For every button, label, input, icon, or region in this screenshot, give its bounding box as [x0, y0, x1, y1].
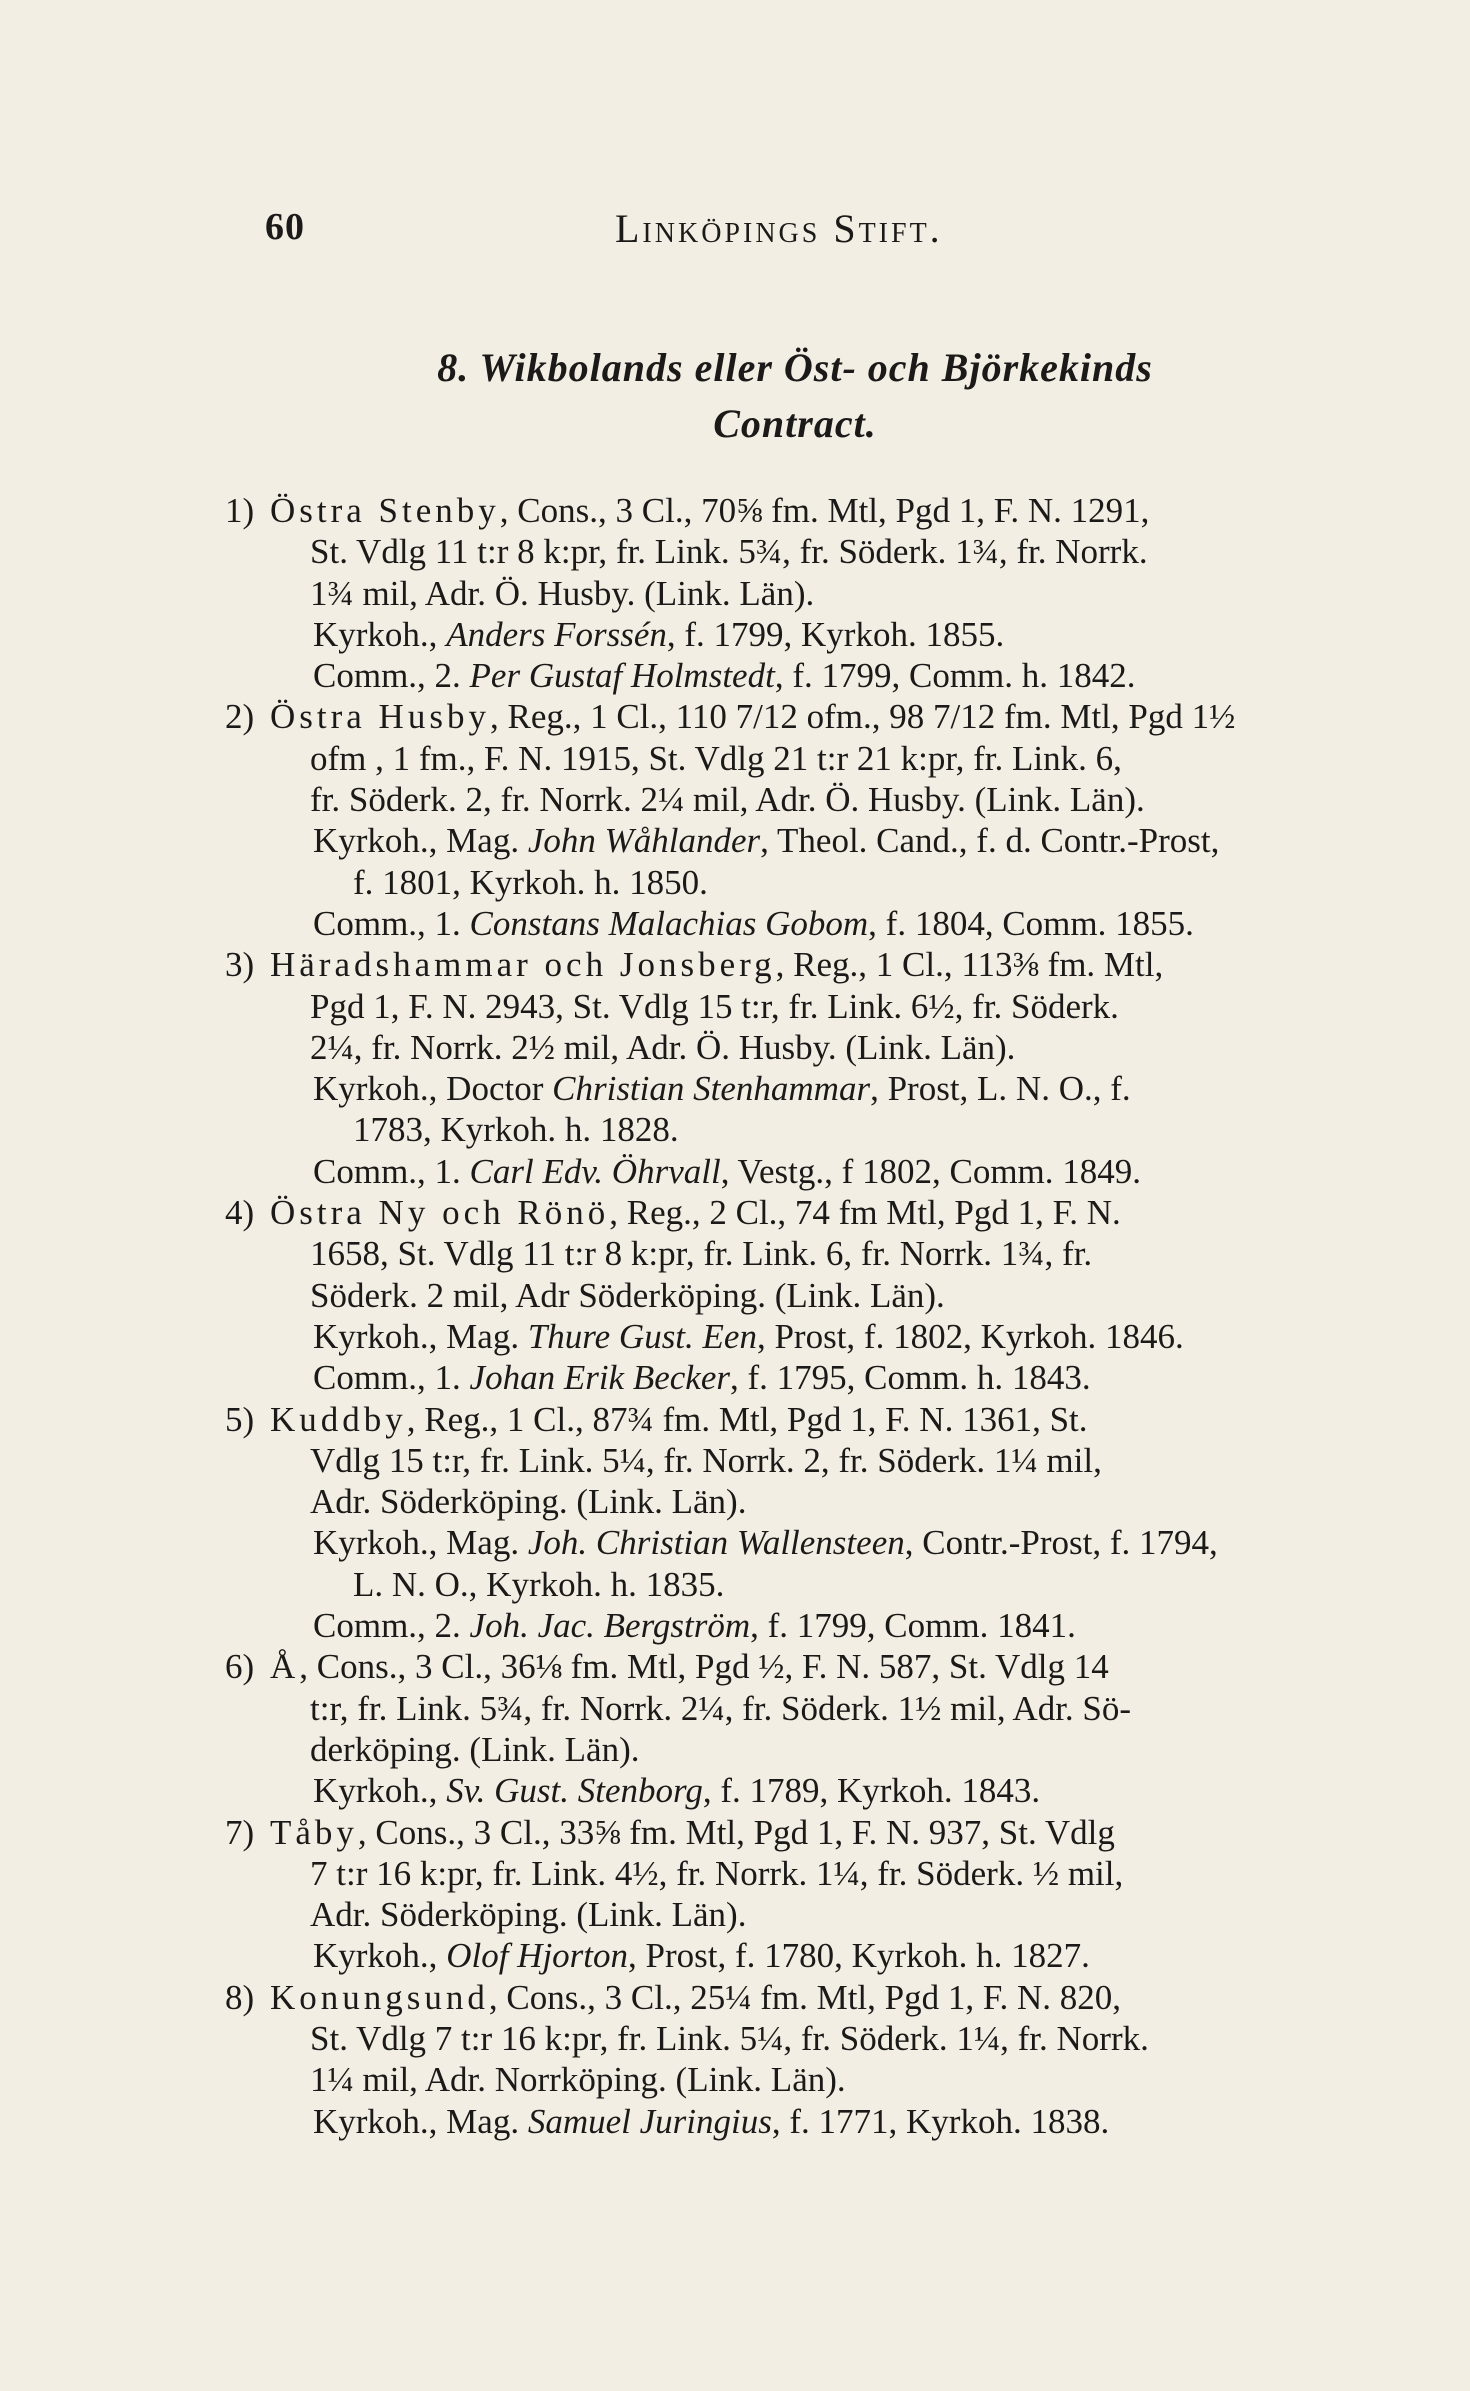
entry-number: 7): [225, 1812, 255, 1852]
clergy-record: [270, 1357, 1390, 1398]
clergy-title: Kyrkoh.,: [313, 1771, 447, 1811]
entry-number: 3): [225, 945, 255, 985]
clergy-line: [313, 614, 1390, 655]
clergy-line: [313, 1605, 1390, 1646]
clergy-details: , Vestg., f 1802, Comm. 1849.: [720, 1151, 1142, 1191]
description-line: [270, 1399, 1390, 1440]
clergy-name: Christian Stenhammar: [552, 1069, 871, 1109]
clergy-title: Comm., 1.: [313, 1358, 470, 1398]
parish-entry: [225, 696, 1390, 944]
description-line: Adr. Söderköping. (Link. Län).: [310, 1482, 747, 1522]
clergy-line: [313, 655, 1390, 696]
parish-description: [270, 1646, 1390, 1770]
clergy-name: Samuel Juringius: [527, 2101, 772, 2141]
parish-name: Häradshammar och Jonsberg: [270, 945, 776, 985]
description-text: , Cons., 3 Cl., 36⅛ fm. Mtl, Pgd ½, F. N. 587, St. Vdlg 14: [299, 1647, 1109, 1687]
parish-description: [270, 1192, 1390, 1316]
clergy-line: [313, 1935, 1390, 1976]
description-line: 1658, St. Vdlg 11 t:r 8 k:pr, fr. Link. 6, fr. Norrk. 1¾, fr.: [310, 1234, 1093, 1274]
clergy-details-continued: f. 1801, Kyrkoh. h. 1850.: [353, 862, 708, 902]
clergy-record: [270, 1770, 1390, 1811]
clergy-line: [313, 1770, 1390, 1811]
description-line: St. Vdlg 7 t:r 16 k:pr, fr. Link. 5¼, fr. Söderk. 1¼, fr. Norrk.: [310, 2018, 1149, 2058]
clergy-record: [270, 1068, 1390, 1151]
clergy-details: , Contr.-Prost, f. 1794,: [904, 1523, 1218, 1563]
clergy-name: Anders Forssén: [446, 614, 667, 654]
description-line: derköping. (Link. Län).: [310, 1729, 640, 1769]
parish-entry: [225, 490, 1390, 696]
clergy-name: Thure Gust. Een: [527, 1316, 757, 1356]
running-title: Linköpings Stift.: [615, 206, 943, 251]
description-line: 7 t:r 16 k:pr, fr. Link. 4½, fr. Norrk. 1¼, fr. Söderk. ½ mil,: [310, 1853, 1124, 1893]
clergy-record: [270, 614, 1390, 655]
section-title-line-2: Contract.: [713, 401, 877, 446]
page-header: [265, 205, 1225, 255]
clergy-details: , f. 1799, Comm. h. 1842.: [774, 656, 1136, 696]
clergy-name: Sv. Gust. Stenborg: [446, 1771, 703, 1811]
clergy-details: , f. 1771, Kyrkoh. 1838.: [771, 2101, 1110, 2141]
clergy-title: Comm., 2.: [313, 656, 470, 696]
clergy-line: [313, 1316, 1390, 1357]
clergy-line: [313, 820, 1390, 861]
description-line: 1¾ mil, Adr. Ö. Husby. (Link. Län).: [310, 573, 815, 613]
description-text: , Reg., 1 Cl., 110 7/12 ofm., 98 7/12 fm. Mtl, Pgd 1½: [489, 697, 1236, 737]
description-line: fr. Söderk. 2, fr. Norrk. 2¼ mil, Adr. Ö. Husby. (Link. Län).: [310, 780, 1145, 820]
clergy-line: [313, 1068, 1390, 1109]
clergy-name: Johan Erik Becker: [469, 1358, 730, 1398]
clergy-record: [270, 1605, 1390, 1646]
parish-description: [270, 1977, 1390, 2101]
clergy-details: , f. 1795, Comm. h. 1843.: [729, 1358, 1091, 1398]
description-text: , Reg., 2 Cl., 74 fm Mtl, Pgd 1, F. N.: [609, 1193, 1121, 1233]
clergy-record: [270, 1151, 1390, 1192]
clergy-record: [270, 655, 1390, 696]
parish-name: Östra Ny och Rönö: [270, 1193, 610, 1233]
description-line: Söderk. 2 mil, Adr Söderköping. (Link. Län).: [310, 1275, 945, 1315]
parish-entry: [225, 1812, 1390, 1977]
parish-name: Kuddby: [270, 1399, 407, 1439]
clergy-details: , f. 1799, Comm. 1841.: [750, 1606, 1076, 1646]
clergy-title: Kyrkoh., Mag.: [313, 821, 528, 861]
description-line: Adr. Söderköping. (Link. Län).: [310, 1895, 747, 1935]
entry-number: 4): [225, 1193, 255, 1233]
clergy-details: , f. 1789, Kyrkoh. 1843.: [702, 1771, 1041, 1811]
parish-entries: [225, 490, 1390, 2142]
parish-entry: [225, 1646, 1390, 1811]
clergy-title: Kyrkoh.,: [313, 614, 447, 654]
parish-description: [270, 1399, 1390, 1523]
description-line: Vdlg 15 t:r, fr. Link. 5¼, fr. Norrk. 2, fr. Söderk. 1¼ mil,: [310, 1440, 1102, 1480]
clergy-name: Olof Hjorton: [446, 1936, 629, 1976]
entry-number: 6): [225, 1647, 255, 1687]
parish-description: [270, 1812, 1390, 1936]
description-line: [270, 1812, 1390, 1853]
clergy-line: [313, 2101, 1390, 2142]
clergy-name: Constans Malachias Gobom: [469, 903, 869, 943]
clergy-name: Carl Edv. Öhrvall: [469, 1151, 721, 1191]
parish-entry: [225, 1399, 1390, 1647]
description-line: 2¼, fr. Norrk. 2½ mil, Adr. Ö. Husby. (Link. Län).: [310, 1027, 1016, 1067]
clergy-title: Comm., 1.: [313, 903, 470, 943]
parish-entry: [225, 1192, 1390, 1398]
parish-name: Tåby: [270, 1812, 358, 1852]
section-title-line-1: 8. Wikbolands eller Öst- och Björkekinds: [437, 345, 1153, 390]
clergy-name: Joh. Christian Wallensteen: [527, 1523, 905, 1563]
section-title: [265, 340, 1325, 452]
clergy-title: Kyrkoh., Mag.: [313, 2101, 528, 2141]
clergy-line: [313, 1522, 1390, 1563]
parish-description: [270, 490, 1390, 614]
description-line: [270, 944, 1390, 985]
clergy-details: , f. 1799, Kyrkoh. 1855.: [666, 614, 1005, 654]
clergy-record: [270, 903, 1390, 944]
clergy-title: Kyrkoh., Mag.: [313, 1316, 528, 1356]
clergy-line: [313, 1151, 1390, 1192]
clergy-details-continued: 1783, Kyrkoh. h. 1828.: [353, 1110, 679, 1150]
clergy-details: , Theol. Cand., f. d. Contr.-Prost,: [760, 821, 1220, 861]
parish-name: Östra Stenby: [270, 491, 500, 530]
clergy-details: , f. 1804, Comm. 1855.: [868, 903, 1194, 943]
clergy-record: [270, 2101, 1390, 2142]
clergy-details: , Prost, L. N. O., f.: [870, 1069, 1131, 1109]
description-line: Pgd 1, F. N. 2943, St. Vdlg 15 t:r, fr. Link. 6½, fr. Söderk.: [310, 986, 1119, 1026]
description-line: [270, 1192, 1390, 1233]
description-text: , Reg., 1 Cl., 87¾ fm. Mtl, Pgd 1, F. N. 1361, St.: [406, 1399, 1088, 1439]
description-text: , Cons., 3 Cl., 25¼ fm. Mtl, Pgd 1, F. N. 820,: [488, 1977, 1122, 2017]
entry-number: 1): [225, 491, 255, 530]
parish-name: Konungsund: [270, 1977, 489, 2017]
clergy-record: [270, 1935, 1390, 1976]
parish-entry: [225, 944, 1390, 1192]
clergy-title: Kyrkoh., Doctor: [313, 1069, 553, 1109]
clergy-name: John Wåhlander: [527, 821, 761, 861]
clergy-title: Kyrkoh., Mag.: [313, 1523, 528, 1563]
clergy-title: Comm., 2.: [313, 1606, 470, 1646]
parish-name: Östra Husby: [270, 697, 490, 737]
clergy-record: [270, 1316, 1390, 1357]
clergy-name: Joh. Jac. Bergström: [469, 1606, 751, 1646]
parish-entry: [225, 1977, 1390, 2142]
description-text: , Cons., 3 Cl., 33⅝ fm. Mtl, Pgd 1, F. N. 937, St. Vdlg: [357, 1812, 1115, 1852]
parish-name: Å: [270, 1647, 300, 1687]
description-line: [270, 1977, 1390, 2018]
parish-description: [270, 944, 1390, 1068]
parish-description: [270, 696, 1390, 820]
clergy-name: Per Gustaf Holmstedt: [469, 656, 775, 696]
clergy-details: , Prost, f. 1780, Kyrkoh. h. 1827.: [628, 1936, 1090, 1976]
page-number: 60: [265, 206, 305, 248]
clergy-record: [270, 1522, 1390, 1605]
description-text: , Cons., 3 Cl., 70⅝ fm. Mtl, Pgd 1, F. N. 1291,: [499, 491, 1150, 530]
entry-number: 2): [225, 697, 255, 737]
description-text: , Reg., 1 Cl., 113⅜ fm. Mtl,: [775, 945, 1164, 985]
description-line: St. Vdlg 11 t:r 8 k:pr, fr. Link. 5¾, fr. Söderk. 1¾, fr. Norrk.: [310, 532, 1148, 572]
description-line: [270, 490, 1390, 531]
clergy-line: [313, 1357, 1390, 1398]
clergy-title: Comm., 1.: [313, 1151, 470, 1191]
clergy-title: Kyrkoh.,: [313, 1936, 447, 1976]
clergy-record: [270, 820, 1390, 903]
description-line: ofm , 1 fm., F. N. 1915, St. Vdlg 21 t:r 21 k:pr, fr. Link. 6,: [310, 738, 1122, 778]
clergy-details: , Prost, f. 1802, Kyrkoh. 1846.: [756, 1316, 1184, 1356]
entry-number: 8): [225, 1977, 255, 2017]
description-line: 1¼ mil, Adr. Norrköping. (Link. Län).: [310, 2060, 846, 2100]
description-line: [270, 1646, 1390, 1687]
clergy-line: [313, 903, 1390, 944]
description-line: [270, 696, 1390, 737]
entry-number: 5): [225, 1399, 255, 1439]
clergy-details-continued: L. N. O., Kyrkoh. h. 1835.: [353, 1564, 725, 1604]
description-line: t:r, fr. Link. 5¾, fr. Norrk. 2¼, fr. Söderk. 1½ mil, Adr. Sö-: [310, 1688, 1132, 1728]
